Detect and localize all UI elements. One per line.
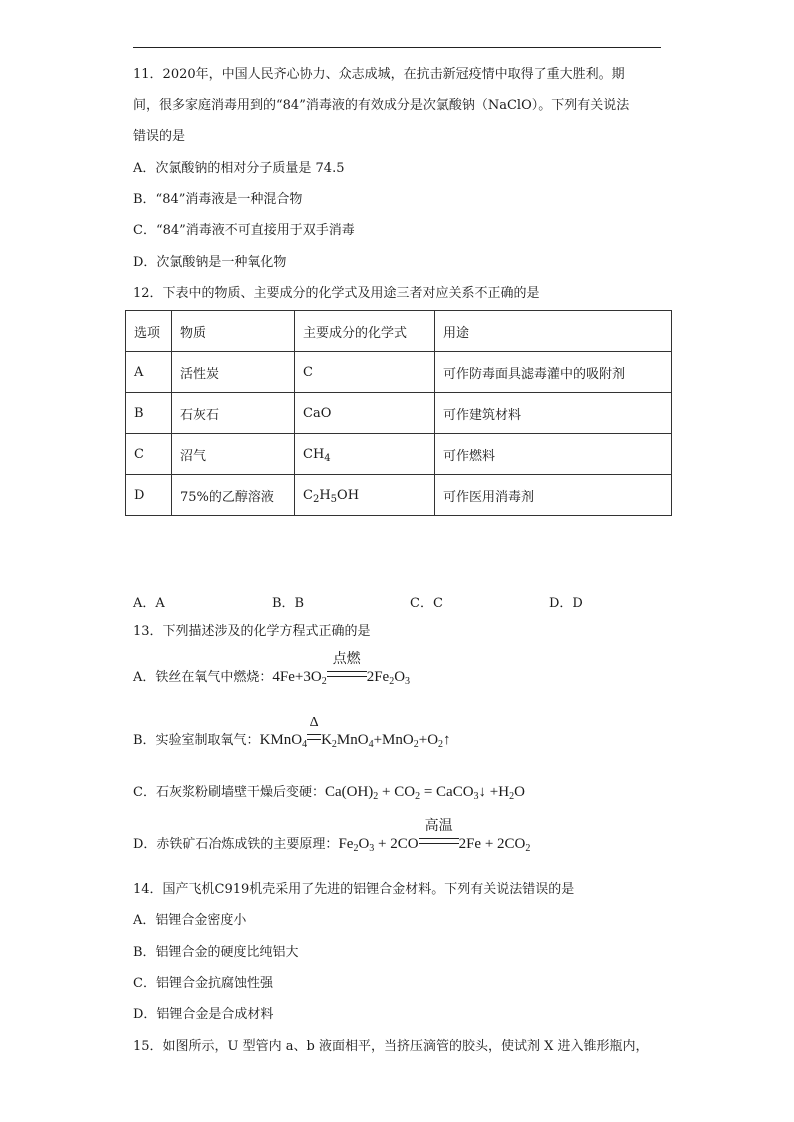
eq-subscript: 2 [321,676,327,687]
table-row [126,393,672,434]
table-row [126,434,672,475]
formula-subscript: 2 [312,493,320,505]
reaction-arrow [419,819,459,853]
option-label: A．铁丝在氧气中燃烧： [133,670,273,685]
eq-subscript: 4 [368,739,374,750]
precipitate-arrow-icon: ↓ [478,784,487,800]
eq-equals: = [420,784,437,800]
table-cell-substance: 活性炭 [172,352,295,393]
eq-term: O [358,836,370,852]
q14-option-c[interactable]: C．铝锂合金抗腐蚀性强 [133,976,273,991]
q11-option-a[interactable]: A．次氯酸钠的相对分子质量是 74.5 [133,161,345,176]
formula-text: OH [337,487,360,503]
q13-option-d[interactable] [133,819,531,854]
eq-term: O [394,669,406,685]
eq-subscript: 2 [389,676,395,687]
q11-stem-line-2: 间，很多家庭消毒用到的“84”消毒液的有效成分是次氯酸钠（NaClO）。下列有关说法 [133,98,630,113]
q11-option-b[interactable]: B．“84”消毒液是一种混合物 [133,192,303,207]
gas-arrow-icon: ↑ [443,732,451,748]
q12-answer-options [133,592,693,610]
table-header-cell: 主要成分的化学式 [295,311,435,352]
eq-subscript: 2 [509,791,515,802]
q13-option-b[interactable] [133,715,451,750]
reaction-condition: Δ [309,715,319,730]
reaction-condition: 点燃 [332,652,361,667]
eq-term: +3O [294,669,322,685]
table-cell-formula [295,352,435,393]
table-header-cell: 物质 [172,311,295,352]
equation [338,819,531,854]
q11-option-c[interactable]: C．“84”消毒液不可直接用于双手消毒 [133,223,355,238]
eq-term: KMnO [259,732,303,748]
formula-text: H [319,487,331,503]
reaction-arrow [327,652,367,686]
formula-subscript: 5 [330,493,338,505]
table-cell-formula [295,434,435,475]
table-row [126,475,672,516]
eq-subscript: 3 [405,676,411,687]
eq-subscript: 2 [331,739,337,750]
eq-term: O [514,784,525,800]
table-cell-option: D [126,475,172,516]
option-label: C．石灰浆粉刷墙壁干燥后变硬： [133,785,325,800]
q13-option-c[interactable] [133,783,525,802]
q11-stem-line-3: 错误的是 [133,129,186,144]
formula-text: C [303,364,313,380]
table-header-cell: 用途 [435,311,672,352]
eq-term: + 2CO [374,836,419,852]
eq-subscript: 2 [353,843,359,854]
table-cell-use: 可作燃料 [435,434,672,475]
reaction-condition: 高温 [424,819,453,834]
top-rule [133,47,661,48]
q12-stem: 12．下表中的物质、主要成分的化学式及用途三者对应关系不正确的是 [133,286,540,301]
eq-term: +MnO [373,732,414,748]
table-cell-substance: 75%的乙醇溶液 [172,475,295,516]
q14-option-a[interactable]: A．铝锂合金密度小 [133,913,247,928]
q12-option-c[interactable]: C．C [410,596,443,611]
q11-option-d[interactable]: D．次氯酸钠是一种氧化物 [133,255,287,270]
q15-stem: 15．如图所示，U 型管内 a、b 液面相平，当挤压滴管的胶头，使试剂 X 进入锥形瓶内， [133,1039,649,1054]
table-cell-formula [295,393,435,434]
eq-term: +O [418,732,439,748]
q14-option-d[interactable]: D．铝锂合金是合成材料 [133,1007,274,1022]
eq-subscript: 2 [413,739,419,750]
q12-table [125,310,672,516]
double-line-icon [307,734,321,740]
q12-option-a[interactable]: A．A [133,596,165,611]
eq-subscript: 2 [373,791,379,802]
eq-term: CaCO [436,784,474,800]
formula-text: C [303,487,313,503]
table-cell-option: A [126,352,172,393]
equation [325,784,525,800]
formula-text: CH [303,446,325,462]
table-header-row [126,311,672,352]
q14-stem: 14．国产飞机C919机壳采用了先进的铝锂合金材料。下列有关说法错误的是 [133,882,575,897]
double-line-icon [419,838,459,844]
table-cell-option: B [126,393,172,434]
table-cell-use: 可作建筑材料 [435,393,672,434]
eq-subscript: 3 [473,791,479,802]
option-label: D．赤铁矿石冶炼成铁的主要原理： [133,837,339,852]
table-row [126,352,672,393]
q14-option-b[interactable]: B．铝锂合金的硬度比纯铝大 [133,945,299,960]
eq-subscript: 3 [369,843,375,854]
q13-option-a[interactable] [133,652,411,687]
table-cell-use: 可作防毒面具滤毒灌中的吸附剂 [435,352,672,393]
eq-term: 2Fe + 2CO [458,836,526,852]
table-cell-option: C [126,434,172,475]
q13-stem: 13．下列描述涉及的化学方程式正确的是 [133,624,371,639]
option-label: B．实验室制取氧气： [133,733,260,748]
table-cell-substance: 石灰石 [172,393,295,434]
q12-option-b[interactable]: B．B [272,596,305,611]
formula-text: CaO [303,405,332,421]
table-cell-substance: 沼气 [172,434,295,475]
q12-option-d[interactable]: D．D [549,596,583,611]
table-header-cell: 选项 [126,311,172,352]
eq-term: 2Fe [366,669,390,685]
eq-term: +H [486,784,510,800]
eq-term: 4Fe [272,669,295,685]
eq-term: Fe [338,836,354,852]
eq-term: MnO [336,732,369,748]
eq-term: Ca(OH) [324,784,374,800]
eq-subscript: 2 [438,739,444,750]
double-line-icon [327,671,367,677]
table-cell-use: 可作医用消毒剂 [435,475,672,516]
eq-term: K [321,732,332,748]
eq-term: + CO [378,784,416,800]
table-cell-formula [295,475,435,516]
eq-subscript: 2 [415,791,421,802]
equation [272,652,411,687]
equation [259,715,451,750]
eq-subscript: 4 [302,739,308,750]
q11-stem-line-1: 11．2020年，中国人民齐心协力、众志成城，在抗击新冠疫情中取得了重大胜利。期 [133,67,625,82]
reaction-arrow [307,715,321,749]
formula-subscript: 4 [324,452,331,464]
eq-subscript: 2 [525,843,531,854]
